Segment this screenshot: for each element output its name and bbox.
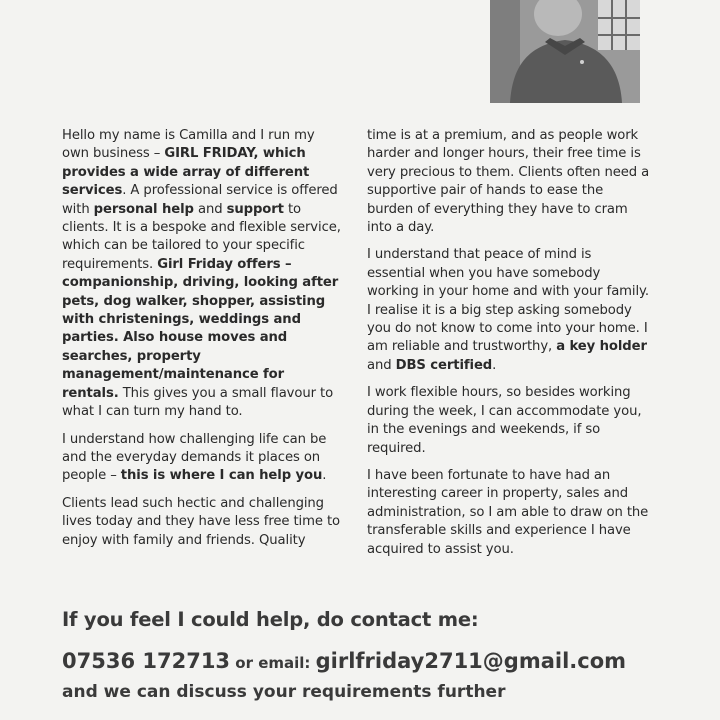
phone-number[interactable]: 07536 172713 [62,649,231,673]
intro-text-3: and [193,201,227,217]
portrait-photo [490,0,640,103]
trust-paragraph [367,246,652,375]
challenges-bold: this is where I can help you [120,468,323,484]
clients-paragraph: Clients lead such hectic and challenging lives today and they have less free time to enjoy with family and friends. Quality [62,495,341,548]
contact-closing: and we can discuss your requirements further [62,682,506,702]
portrait-image [490,0,640,103]
trust-bold-1: a key holder [556,339,647,355]
intro-paragraph [62,127,342,422]
career-paragraph: I have been fortunate to have had an interesting career in property, sales and administration, so I am able to draw on the transferable skills and experience I have acquired to assist you. [367,467,649,557]
trust-bold-2: DBS certified [395,357,493,373]
intro-text-4: to clients. It is a bespoke and flexible service, which can be tailored to your specific requirements. [62,201,341,272]
trust-text-3: . [492,357,497,373]
hours-paragraph: I work flexible hours, so besides working during the week, I can accommodate you, in the evenings and weekends, if so required. [367,385,642,456]
trust-text-2: and [367,357,396,373]
trust-text-1: I understand that peace of mind is essential when you have somebody working in your home and with your family. I realise it is a big step asking somebody you do not know to come into your home. I am reliable and trustworthy, [367,247,649,355]
challenges-text-1: I understand how challenging life can be and the everyday demands it places on people – [62,431,327,484]
contact-details [62,649,626,673]
intro-text-1: Hello my name is Camilla and I run my own business – [62,128,315,162]
challenges-text-2: . [322,468,327,484]
time-paragraph: time is at a premium, and as people work harder and longer hours, their free time is very precious to them. Clients often need a supportive pair of hands to ease the burden of everything they have to cram into a day. [367,128,650,236]
intro-text-2: . A professional service is offered with [62,183,338,217]
contact-heading: If you feel I could help, do contact me: [62,608,479,631]
challenges-paragraph [62,431,342,486]
intro-bold-4: Girl Friday offers – companionship, driving, looking after pets, dog walker, shopper, assisting with christenings, weddings and parties. Also house moves and searches, property management/maintenance for rentals. [62,256,339,401]
intro-bold-3: support [226,201,284,217]
or-email-label: or email: [230,654,316,672]
intro-bold-1: GIRL FRIDAY, which provides a wide array of different services [62,146,310,199]
intro-bold-2: personal help [93,201,194,217]
intro-text-5: This gives you a small flavour to what I can turn my hand to. [62,385,334,420]
email-address[interactable]: girlfriday2711@gmail.com [315,649,627,673]
left-column [62,127,342,559]
right-column [367,127,652,568]
